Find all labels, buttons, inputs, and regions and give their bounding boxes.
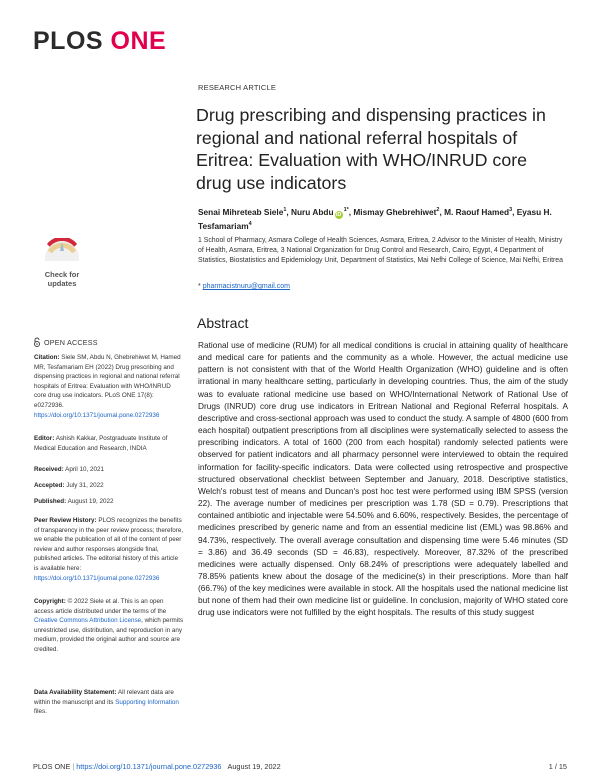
logo-plos: PLOS: [33, 27, 104, 55]
editor-block: [34, 434, 184, 453]
email-mark: *: [198, 283, 201, 290]
accepted-value: July 31, 2022: [66, 482, 104, 489]
author-affil-sup: 2: [436, 207, 440, 213]
open-access-label: [33, 337, 98, 347]
author-name[interactable]: M. Raouf Hamed: [444, 206, 510, 217]
published-label: Published:: [34, 498, 67, 505]
peer-review-text: PLOS recognizes the benefits of transparency in the peer review process; therefore, we enable the publication of all of the content of peer review and author responses alongside final, published articles. The editorial history of this article is available here:: [34, 517, 184, 572]
published-value: August 19, 2022: [67, 498, 114, 505]
open-access-text: OPEN ACCESS: [44, 338, 98, 347]
received-label: Received:: [34, 466, 64, 473]
citation-text: Siele SM, Abdu N, Ghebrehiwet M, Hamed MR, Tesfamariam EH (2022) Drug prescribing and dispensing practices in regional and national referral hospitals of Eritrea: Evaluation with WHO/INRUD core drug use indicators. PLoS ONE 17(8): e0272936.: [34, 354, 181, 409]
citation-label: Citation:: [34, 354, 60, 361]
peer-review-label: Peer Review History:: [34, 517, 97, 524]
data-availability-block: [34, 688, 184, 717]
article-title: Drug prescribing and dispensing practices in regional and national referral hospitals of Eritrea: Evaluation with WHO/INRUD core drug use indicators: [196, 105, 546, 193]
corresponding-mark: *: [346, 207, 349, 213]
page-number: 1 / 15: [548, 762, 567, 771]
data-availability-text: All relevant data are within the manuscript and its: [34, 689, 174, 706]
author-affil-sup: 4: [248, 220, 252, 227]
citation-block: [34, 353, 184, 420]
copyright-block: [34, 597, 184, 655]
corresponding-email: [198, 283, 290, 290]
data-availability-text-end: files.: [34, 708, 47, 716]
abstract-text: Rational use of medicine (RUM) for all medical conditions is crucial in attaining quality of healthcare and medical care for patients and the community as a whole. However, the actual medicine use pattern is not consistent with that of the World Health Organization (WHO) guideline and is often irrational in many healthcare setting, particularly in developing countries. Thus, the aim of the study was to evaluate rational medicine use based on WHO/International Network of Rational Use of Drugs (INRUD) core drug use indicators in Eritrean National and Regional Referral hospitals. A descriptive and cross-sectional approach was used to conduct the study. A sample of 4800 (600 from each hospital) outpatient prescriptions from all disciplines were systematically selected to assess the prescribing indicators. A total of 1600 (200 from each hospital) randomly selected patients were observed for patient indicators and all pharmacy personnel were interviewed to obtain the required information for facility-specific indicators. Data were collected using retrospective and prospective structured observational checklist between September and January, 2018. Descriptive statistics, Welch's robust test of means and Duncan's post hoc test were performed using IBM SPSS (version 22). The average number of medicines per prescription was 1.78 (SD = 0.79). Prescriptions that contained antibiotic and injectable were 54.50% and 6.60%, respectively. Besides, the percentage of medicines prescribed by generic name and from an essential medicine list (EML) was 98.86% and 94.73%, respectively. The overall average consultation and dispensing time were 5.46 minutes (SD = 3.86) and 36.49 seconds (SD = 46.83), respectively. Moreover, 87.32% of the prescribed medicines were actually dispensed. Only 68.24% of prescriptions were adequately labelled and 78.85% patients knew about the dosage of the medicine(s) in their prescriptions. More than half (66.7%) of the key medicines were available in stock. All the hospitals used the national medicine list but none of them had their own medicine list or guideline. In conclusion, majority of WHO stated core drug use indicators were not fulfilled by the eight hospitals. The results of this study suggest: [198, 340, 568, 618]
author-name[interactable]: Mismay Ghebrehiwet: [353, 206, 437, 217]
author-name[interactable]: Nuru Abdu: [291, 206, 334, 217]
accepted-date: [34, 481, 184, 491]
copyright-text-cont: , which permits unrestricted use, distribution, and reproduction in any medium, provided the original author and source are credited.: [34, 617, 184, 653]
editor-label: Editor:: [34, 435, 55, 442]
copyright-label: Copyright:: [34, 598, 66, 605]
peer-review-block: [34, 516, 184, 583]
author-affil-sup: 3: [509, 207, 513, 213]
received-date: [34, 465, 184, 475]
footer-doi-link[interactable]: https://doi.org/10.1371/journal.pone.0272936: [76, 762, 222, 771]
author-name[interactable]: Eyasu H. Tesfamariam: [198, 206, 552, 231]
accepted-label: Accepted:: [34, 482, 65, 489]
check-for-updates-label[interactable]: [32, 270, 92, 288]
citation-doi-link[interactable]: https://doi.org/10.1371/journal.pone.0272936: [34, 411, 160, 419]
peer-review-link[interactable]: https://doi.org/10.1371/journal.pone.0272936: [34, 574, 160, 582]
open-access-lock-icon: [33, 337, 41, 347]
copyright-text: © 2022 Siele et al. This is an open access article distributed under the terms of the: [34, 598, 167, 615]
article-type: RESEARCH ARTICLE: [198, 83, 277, 92]
abstract-heading: Abstract: [197, 315, 249, 331]
plos-one-logo[interactable]: [33, 27, 166, 56]
published-date: [34, 497, 184, 507]
affiliations: 1 School of Pharmacy, Asmara College of Health Sciences, Asmara, Eritrea, 2 Advisor to the Minister of Health, Ministry of Health, Asmara, Eritrea, 3 National Organization for Drug Control and Research, Cairo, Egypt, 4 Department of Statistics, Biostatistics and Epidemiology Unit, Department of Statistics, Mai Nefhi College of Science, Mai Nefhi, Eritrea: [198, 237, 563, 265]
check-for-updates-line1: Check for: [44, 270, 80, 279]
supporting-information-link[interactable]: Supporting Information: [115, 698, 179, 706]
footer-journal: PLOS ONE: [33, 762, 71, 771]
logo-one: ONE: [110, 27, 167, 55]
author-affil-sup: 1: [343, 207, 347, 213]
data-availability-label: Data Availability Statement:: [34, 689, 117, 696]
email-link[interactable]: pharmacistnuru@gmail.com: [202, 283, 290, 290]
check-for-updates-line2: updates: [47, 279, 77, 288]
orcid-icon[interactable]: iD: [335, 211, 342, 218]
author-name[interactable]: Senai Mihreteab Siele: [198, 206, 284, 217]
footer-date: August 19, 2022: [227, 762, 281, 771]
received-value: April 10, 2021: [65, 466, 105, 473]
author-list: Senai Mihreteab Siele$^1$, Nuru Abdu $iD^{1*}$, Mismay Ghebrehiwet$^2$, M. Raouf Hamed$^3$, Eyasu H. Tesfamariam$^4$: [198, 206, 552, 231]
author-affil-sup: 1: [283, 207, 287, 213]
editor-text: Ashish Kakkar, Postgraduate Institute of Medical Education and Research, INDIA: [34, 435, 168, 452]
page-footer: PLOS ONE | https://doi.org/10.1371/journal.pone.0272936 August 19, 2022: [33, 762, 281, 771]
license-link[interactable]: Creative Commons Attribution License: [34, 617, 142, 625]
